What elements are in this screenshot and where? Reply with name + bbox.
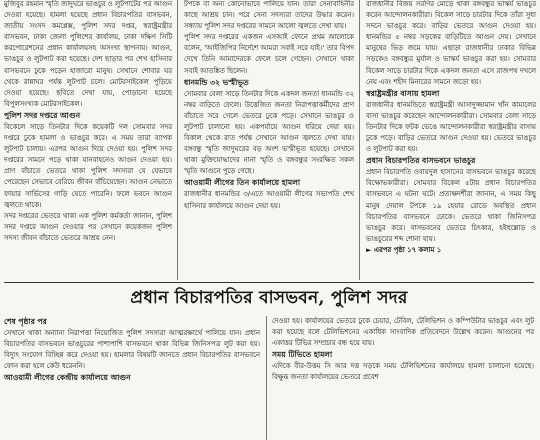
column-1-body-2: সদর দপ্তরের ভেতরে থাকা এক পুলিশ কর্মকর্তা জানান, পুলিশ সদর দপ্তরে আগুন দেওয়ার পর সেখানে কয়েকজন পুলিশ সদস্য জীবন বাঁচাতে ভেতরে আশ্রয় নেন। bbox=[4, 211, 172, 242]
bottom-column-2-body-2: এদিকে বীর-উত্তম সি আর দত্ত সড়কে সময় টেলিভিশনের কার্যালয়ে হামলা চালানো হয়েছে। বিক্ষুব্ধ জনতা কার্যালয়ের ভেতরে প্রবেশ bbox=[272, 362, 534, 382]
column-3 bbox=[366, 0, 536, 277]
headline-awami-league-central-office: আওয়ামী লীগের কেন্দ্রীয় কার্যালয়ে আগুন bbox=[4, 373, 131, 383]
banner-headline: প্রধান বিচারপতির বাসভবন, পুলিশ সদর bbox=[130, 288, 408, 308]
headline-continued-from: শেষ পৃষ্ঠার পর bbox=[4, 317, 47, 326]
column-divider-1 bbox=[177, 0, 178, 280]
column-1-body-1: বিকেলে সাড়ে তিনটার দিকে কয়েকটি দল সোমবার সদর দপ্তরে ঢুকে হামলা ও ভাঙচুর করে। এ সময় তারা ব্যাপক লুটপাট চালায়। এরপর আগুন দিয়ে দেওয়া হয়। পুলিশ সদর দপ্তরের সামনে পড়ে থাকা যানবাহনেও আগুন দেওয়া হয়। প্রাণ বাঁচাতে ভেতরে থাকা পুলিশ সদস্যরা যে যেভাবে পেরেছেন সেভাবে বেরিয়ে জীবন বাঁচিয়েছেন। আগুন নেভাতে ফায়ার সার্ভিসের গাড়ি যেতে পারেনি। ফলে ভবনে আগুন জ্বলতে থাকে। bbox=[4, 122, 172, 209]
column-1 bbox=[4, 0, 172, 277]
column-3-intro: রাজধানীর বিজয় সরণির মোড়ে থাকা বঙ্গবন্ধুর ভাস্কর্য ভাঙচুর করেন আন্দোলনকারীরা। বিকেল সাড়ে চারটার দিকে তাঁরা সুধা সদনে ভাঙচুর করে। বাড়ির ভেতরে আগুন দেওয়া হয়। ধানমন্ডির ৫ নম্বর সড়কের বাড়িটিতে আগুন দেয়। সেখানে মানুষের ভিড় জমে যায়। এছাড়া রাজধানীর ঢাকার বিভিন্ন সড়কেও বঙ্গবন্ধুর মুর্যাল ও ভাস্কর্য ভাঙচুর করা হয়। সোমবার বিকেল সাড়ে চারটার দিকে একদল জনতা এসে রাজপথ দখলে নেয় এবং শহীদ মিনারের সামনে জড়ো হয়। bbox=[366, 0, 536, 86]
column-2-intro: টপকে বা অন্য কোনোভাবে পালিয়ে যান। তারা সেনাবাহিনীর কাছে আশ্রয় চান। পরে সেনা সদস্যরা তাদের উদ্ধার করেন। সন্ধ্যায় পুলিশ সদর দপ্তরের সামনে আলো জ্বলতে দেখা যায়। bbox=[184, 0, 354, 31]
headline-home-minister-residence: স্বরাষ্ট্রমন্ত্রীর বাসায় হামলা bbox=[366, 88, 440, 98]
column-3-body-2: প্রধান বিচারপতি ওবায়দুল হাসানের বাসভবনে ভাঙচুর করেছে বিক্ষোভকারীরা। সোমবার বিকেল ৫টায় প্রধান বিচারপতির বাসভবনে এ ঘটনা ঘটে। প্রত্যক্ষদর্শীরা জানান, এ সময় কিছু মানুষ দেয়াল টপকে ১৯ হেয়ার রোডে অবস্থিত প্রধান বিচারপতির বাসভবনে ঢোকে। ভেতরে থাকা জিনিসপত্র ভাঙচুর করে। বাসভবনের ভেতরে চিৎকার, হইহুল্লোড় ও ভাঙচুরের শব্দ শোনা যায়। bbox=[366, 168, 536, 243]
headline-chief-justice-residence: প্রধান বিচারপতির বাসভবনে ভাঙচুর bbox=[366, 156, 476, 166]
headline-dhanmondi-32: ধানমন্ডি ৩২ ভস্মীভূত bbox=[184, 77, 249, 87]
headline-somoy-tv-attack: সময় টিভিতে হামলা bbox=[272, 350, 333, 360]
headline-awami-league-offices: আওয়ামী লীগের তিন কার্যালয়ে হামলা bbox=[184, 178, 301, 188]
column-2-body-1: পুলিশ সদর দপ্তরের একজন এসআই ফোনে প্রথম আলোকে বলেন, 'আইজিপির নির্দেশে আমরা সবাই সরে যাই।' তার বিপদ দেখে তিনি আমাদেরকে ফেলে চলে গেছেন। সেখানে থাকা সবাই আতঙ্কিত ছিলেন। bbox=[184, 33, 354, 75]
column-divider-3 bbox=[266, 316, 267, 440]
bottom-column-1-body: সেখানে থাকা অন্যান্য নিরাপত্তা নিয়োজিত পুলিশ সদস্যরা আত্মরক্ষার্থে পালিয়ে যান। প্রধান বিচারপতির বাসভবনে ভাঙচুরের পাশাপাশি বাসভবনে থাকা বিভিন্ন জিনিসপত্র লুট করা হয়। বিদ্যুৎ সংযোগ বিচ্ছিন্ন করে দেওয়া হয়। হামলার বিষয়টি জানতে প্রধান বিচারপতির বাসভবনে ফোন করা হলে কেউ ধরেননি। bbox=[4, 329, 260, 371]
section-divider bbox=[4, 282, 534, 283]
column-2 bbox=[184, 0, 354, 277]
bottom-column-2 bbox=[272, 316, 534, 440]
column-2-body-3: রাজধানীর ধানমন্ডির ৩/এতে আওয়ামী লীগের সভাপতি শেখ হাসিনার কার্যালয়ে আগুন দেয়া হয়। bbox=[184, 190, 354, 210]
column-3-body-1: রাজধানীর ধানমন্ডিতে স্বরাষ্ট্রমন্ত্রী আসাদুজ্জামান খাঁন কামালের বাসা ভাঙচুর করেছেন আন্দোলনকারীরা। সোমবার বেলা সাড়ে তিনটার দিকে ফটক ভেঙে আন্দোলনকারীরা স্বরাষ্ট্রমন্ত্রীর বাসায় ঢুকে পড়ে। বাড়ির ভেতরে আগুন দেওয়া হয়। ভেতরে ভাঙচুর ও লুটপাট করা হয়। bbox=[366, 100, 536, 154]
bottom-column-2-body-1: দেওয়া হয়। কার্যালয়ের ভেতরে ঢুকে চেয়ার, টেবিল, টেলিভিশন ও কম্পিউটার ভাঙচুর এবং লুট করা হয়েছে বলে টেলিভিশনের একাধিক সাংবাদিক প্রতিবেদনে উল্লেখ করেন। আগুনের পর একাত্তর টিভির সম্প্রচার বন্ধ হয়ে যায়। bbox=[272, 317, 534, 348]
headline-police-hq-fire: পুলিশ সদর দপ্তরে আগুন bbox=[4, 110, 81, 120]
bottom-column-1 bbox=[4, 316, 260, 440]
column-1-intro: মুজিবুর রহমান স্মৃতি জাদুঘরে ভাঙচুর ও লুটপাটের পর আগুন দেওয়া হয়েছে। হামলা হয়েছে প্রধান বিচারপতির বাসভবন, জাতীয় সংসদ কমপ্লেক্স, পুলিশ সদর দপ্তর, স্বরাষ্ট্রমন্ত্রীর বাসভবন, ঢাকা জেলা পুলিশের কার্যালয়, ঢাকা দক্ষিণ সিটি করপোরেশনের প্রধান কার্যালয়সহ অসংখ্য স্থাপনায়। আগুন, ভাঙচুর ও লুটপাট করা হয়েছে। দেশ ছাড়ার পর শেখ হাসিনার বাসভবনে ঢুকে পড়েন হাজারো মানুষ। সেখানে শোবার ঘর থেকে রান্নাঘর পর্যন্ত লুটপাট চলে। মোটরসাইকেল পুড়িয়ে দেওয়া হয়েছে। ছবিতে দেখা যায়, পোড়ানো হয়েছে বিপুলসংখ্যক মোটরসাইকেল। bbox=[4, 0, 172, 108]
column-2-body-2: সোমবার বেলা সাড়ে তিনটার দিকে একদল জনতা ধানমন্ডি ৩২ নম্বর বাড়িতে ফেলে। উত্তেজিত জনতা নিরাপত্তাকর্মীদের প্রাণ বাঁচাতে সরে গেলে ভেতরে ঢুকে পড়ে। সেখানে ভাঙচুর ও লুটপাট চালানো হয়। একপর্যায়ে আগুন ধরিয়ে দেয়া হয়। বিকাল থেকে রাত পর্যন্ত সেখানে আগুন জ্বলতে দেখা যায়। বঙ্গবন্ধু স্মৃতি জাদুঘরের বড় অংশ ভস্মীভূত হয়েছে। সেখানে থাকা মুক্তিযোদ্ধাদের নানা স্মৃতি ও বঙ্গবন্ধুর সংরক্ষিত সকল স্মৃতি আগুনে পুড়ে গেছে। bbox=[184, 89, 354, 176]
column-divider-2 bbox=[359, 0, 360, 280]
continuation-note: ► এরপর পৃষ্ঠা ১৭ কলাম ১ bbox=[366, 245, 442, 254]
